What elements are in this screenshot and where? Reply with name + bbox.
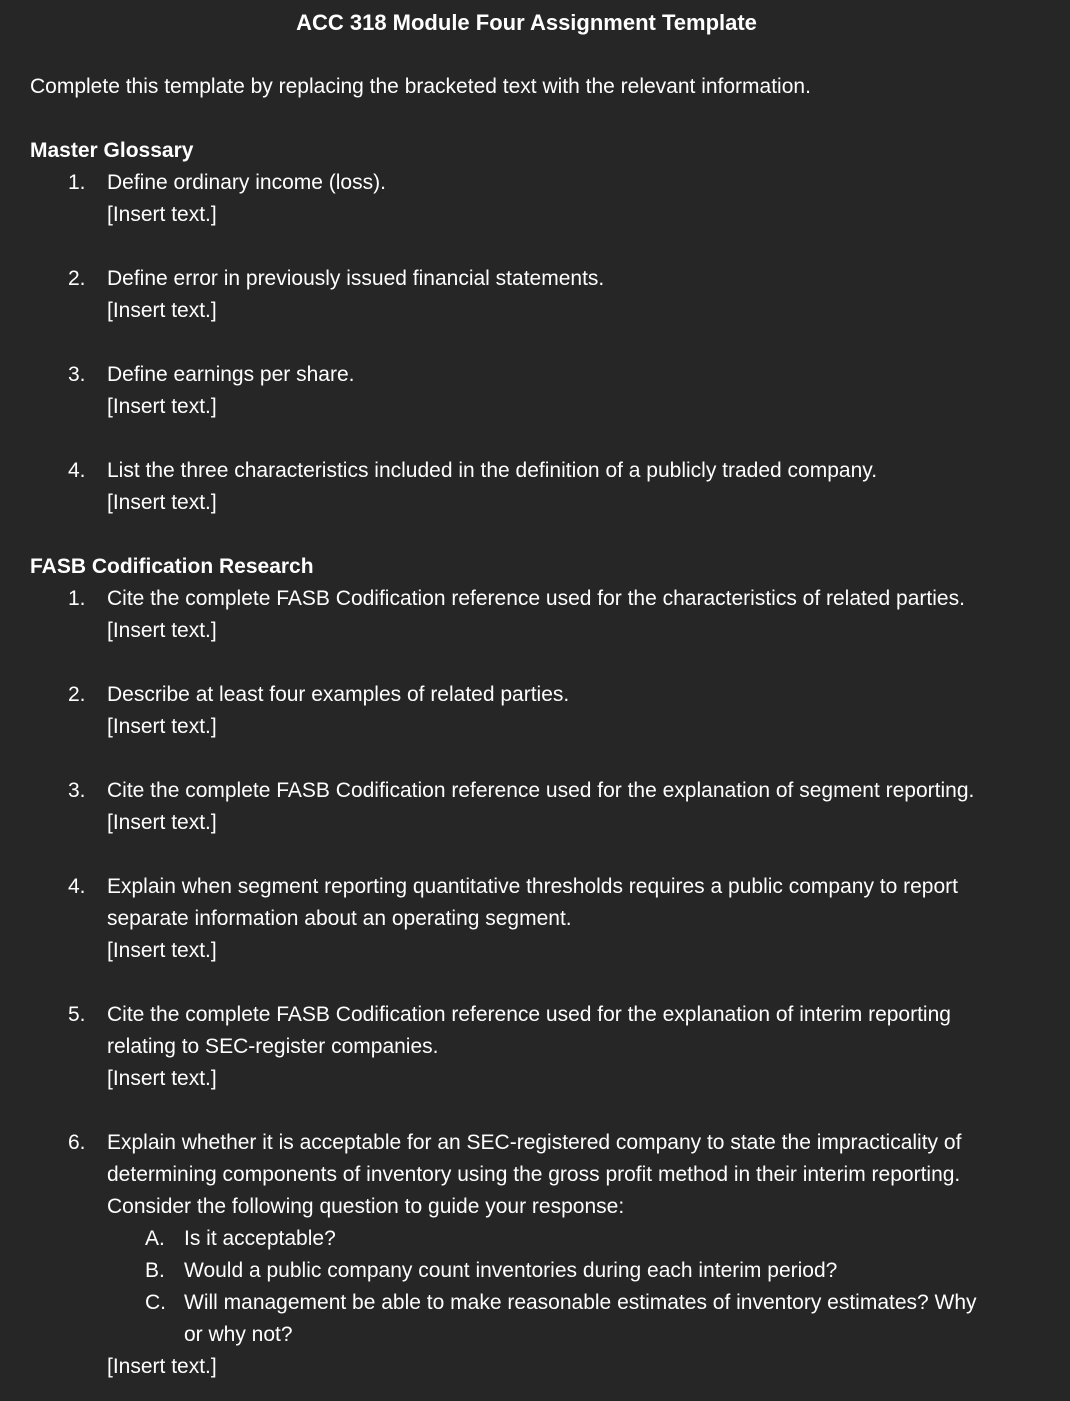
item-prompt: List the three characteristics included in the definition of a publicly traded company. [107,459,878,482]
item-number: 1. [68,171,86,194]
answer-placeholder[interactable]: [Insert text.] [107,1355,217,1378]
item-prompt: Explain when segment reporting quantitative thresholds requires a public company to report [107,875,958,898]
document-title: ACC 318 Module Four Assignment Template [296,10,757,35]
glossary-item-4 [68,455,1038,519]
answer-placeholder[interactable]: [Insert text.] [107,299,217,322]
item-prompt: Cite the complete FASB Codification reference used for the explanation of segment reporting. [107,779,975,802]
item-prompt: Define error in previously issued financial statements. [107,267,605,290]
answer-placeholder[interactable]: [Insert text.] [107,1067,217,1090]
sub-question-b [145,1255,1038,1287]
answer-placeholder[interactable]: [Insert text.] [107,395,217,418]
item-prompt: relating to SEC-register companies. [107,1035,439,1058]
item-prompt: Cite the complete FASB Codification reference used for the characteristics of related parties. [107,587,965,610]
item-number: 1. [68,587,86,610]
answer-placeholder[interactable]: [Insert text.] [107,715,217,738]
answer-placeholder[interactable]: [Insert text.] [107,491,217,514]
item-prompt: Define earnings per share. [107,363,355,386]
answer-placeholder[interactable]: [Insert text.] [107,619,217,642]
fasb-research-heading: FASB Codification Research [30,555,314,578]
fasb-item-3 [68,775,1038,839]
item-number: 2. [68,267,86,290]
sub-question-text: Is it acceptable? [184,1227,336,1250]
sub-letter: A. [145,1227,165,1250]
item-number: 3. [68,779,86,802]
item-prompt: determining components of inventory using the gross profit method in their interim reporting. [107,1163,961,1186]
sub-letter: B. [145,1259,165,1282]
item-number: 6. [68,1131,86,1154]
answer-placeholder[interactable]: [Insert text.] [107,811,217,834]
sub-question-text: or why not? [184,1323,293,1346]
fasb-item-5 [68,999,1038,1095]
fasb-item-6 [68,1127,1038,1383]
glossary-item-1 [68,167,1038,231]
item-number: 4. [68,875,86,898]
sub-question-c [145,1287,1038,1351]
item-prompt: Consider the following question to guide your response: [107,1195,625,1218]
sub-question-a [145,1223,1038,1255]
item-prompt: separate information about an operating segment. [107,907,572,930]
answer-placeholder[interactable]: [Insert text.] [107,203,217,226]
fasb-item-2 [68,679,1038,743]
glossary-item-2 [68,263,1038,327]
item-number: 2. [68,683,86,706]
item-prompt: Describe at least four examples of related parties. [107,683,570,706]
item-prompt: Define ordinary income (loss). [107,171,386,194]
sub-letter: C. [145,1291,166,1314]
item-number: 5. [68,1003,86,1026]
master-glossary-heading: Master Glossary [30,139,194,162]
item-number: 4. [68,459,86,482]
intro-text: Complete this template by replacing the bracketed text with the relevant information. [30,75,811,98]
answer-placeholder[interactable]: [Insert text.] [107,939,217,962]
glossary-item-3 [68,359,1038,423]
fasb-item-1 [68,583,1038,647]
item-number: 3. [68,363,86,386]
fasb-item-4 [68,871,1038,967]
item-prompt: Cite the complete FASB Codification reference used for the explanation of interim reporting [107,1003,951,1026]
sub-question-text: Would a public company count inventories during each interim period? [184,1259,838,1282]
sub-question-text: Will management be able to make reasonable estimates of inventory estimates? Why [184,1291,977,1314]
item-prompt: Explain whether it is acceptable for an SEC-registered company to state the impracticality of [107,1131,962,1154]
